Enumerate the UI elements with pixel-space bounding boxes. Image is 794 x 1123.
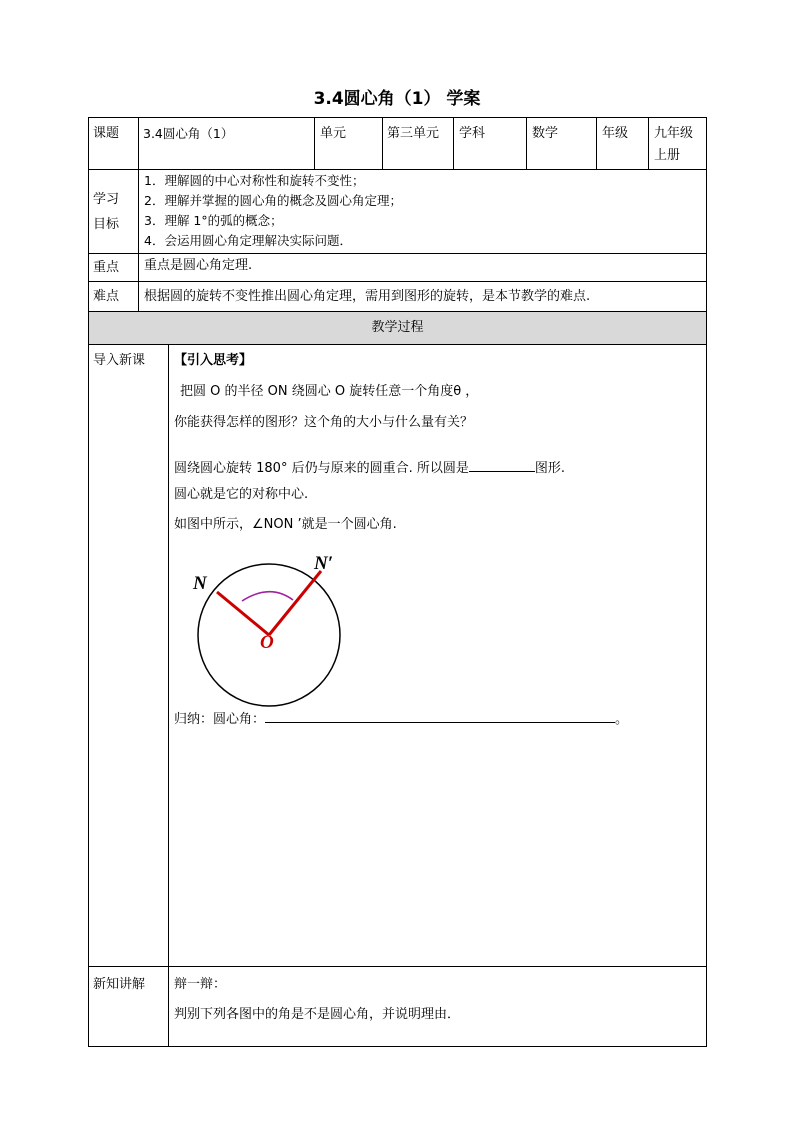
intro-line-4: 圆心就是它的对称中心. <box>174 487 309 502</box>
goal-item: 2．理解并掌握的圆心角的概念及圆心角定理； <box>144 193 402 208</box>
col-divider <box>596 117 597 169</box>
summary-label: 归纳：圆心角： <box>174 712 266 727</box>
intro-line-1: 把圆 O 的半径 ON 绕圆心 O 旋转任意一个角度θ ， <box>180 384 479 399</box>
intro-line-3-end: 图形. <box>534 461 565 476</box>
intro-line-2: 你能获得怎样的图形？这个角的大小与什么量有关？ <box>174 415 474 430</box>
angle-arc <box>242 592 293 601</box>
row-divider <box>88 281 707 282</box>
key-point-label: 重点 <box>93 260 120 275</box>
goal-item: 1．理解圆的中心对称性和旋转不变性； <box>144 173 365 188</box>
row-divider <box>88 253 707 254</box>
summary-end: 。 <box>615 712 629 727</box>
table-border-bottom <box>88 1046 707 1047</box>
intro-heading: 【引入思考】 <box>174 353 253 368</box>
course-label: 课题 <box>93 126 120 141</box>
grade-label: 年级 <box>602 126 629 141</box>
goals-label: 学习 <box>93 192 120 207</box>
new-knowledge-label: 新知讲解 <box>93 977 146 992</box>
intro-line-3 <box>174 459 565 479</box>
difficulty-label: 难点 <box>93 289 120 304</box>
difficulty-text: 根据圆的旋转不变性推出圆心角定理，需用到图形的旋转，是本节教学的难点. <box>144 289 591 304</box>
table-border-left <box>88 117 89 1047</box>
col-divider <box>648 117 649 169</box>
col-divider <box>526 117 527 169</box>
label-o: O <box>260 632 274 653</box>
col-divider <box>314 117 315 169</box>
col-divider <box>453 117 454 169</box>
radius-on-prime <box>269 571 321 635</box>
col-divider <box>138 117 139 311</box>
intro-line-5: 如图中所示，∠NON ’就是一个圆心角. <box>174 517 397 532</box>
summary-blank <box>265 722 615 723</box>
radius-on <box>217 592 269 635</box>
label-n: N <box>193 573 207 594</box>
course-value: 3.4圆心角（1） <box>143 126 234 141</box>
grade-value: 九年级 <box>654 126 694 141</box>
process-header: 教学过程 <box>371 320 424 335</box>
goals-label-2: 目标 <box>93 217 120 232</box>
grade-term: 上册 <box>654 148 681 163</box>
table-border-right <box>706 117 707 1047</box>
unit-label: 单元 <box>320 126 347 141</box>
summary-line <box>174 710 628 730</box>
new-knowledge-line-1: 辩一辩： <box>174 977 227 992</box>
subject-label: 学科 <box>459 126 486 141</box>
col-divider <box>382 117 383 169</box>
goal-item: 3．理解 1°的弧的概念； <box>144 213 283 228</box>
label-n-prime: N′ <box>314 553 334 574</box>
key-point-text: 重点是圆心角定理. <box>144 258 253 273</box>
new-knowledge-line-2: 判别下列各图中的角是不是圆心角，并说明理由． <box>174 1007 461 1022</box>
col-divider <box>168 344 169 1046</box>
central-angle-figure <box>180 546 360 716</box>
table-border-top <box>88 117 707 118</box>
row-divider <box>88 966 707 967</box>
subject-value: 数学 <box>532 126 559 141</box>
page-title: 3.4圆心角（1） 学案 <box>313 89 481 109</box>
row-divider <box>88 344 707 345</box>
intro-label: 导入新课 <box>93 353 146 368</box>
unit-value: 第三单元 <box>387 126 440 141</box>
answer-blank <box>469 471 535 472</box>
row-divider <box>88 169 707 170</box>
goal-item: 4．会运用圆心角定理解决实际问题． <box>144 233 352 248</box>
intro-line-3-text: 圆绕圆心旋转 180° 后仍与原来的圆重合. 所以圆是 <box>174 461 469 476</box>
